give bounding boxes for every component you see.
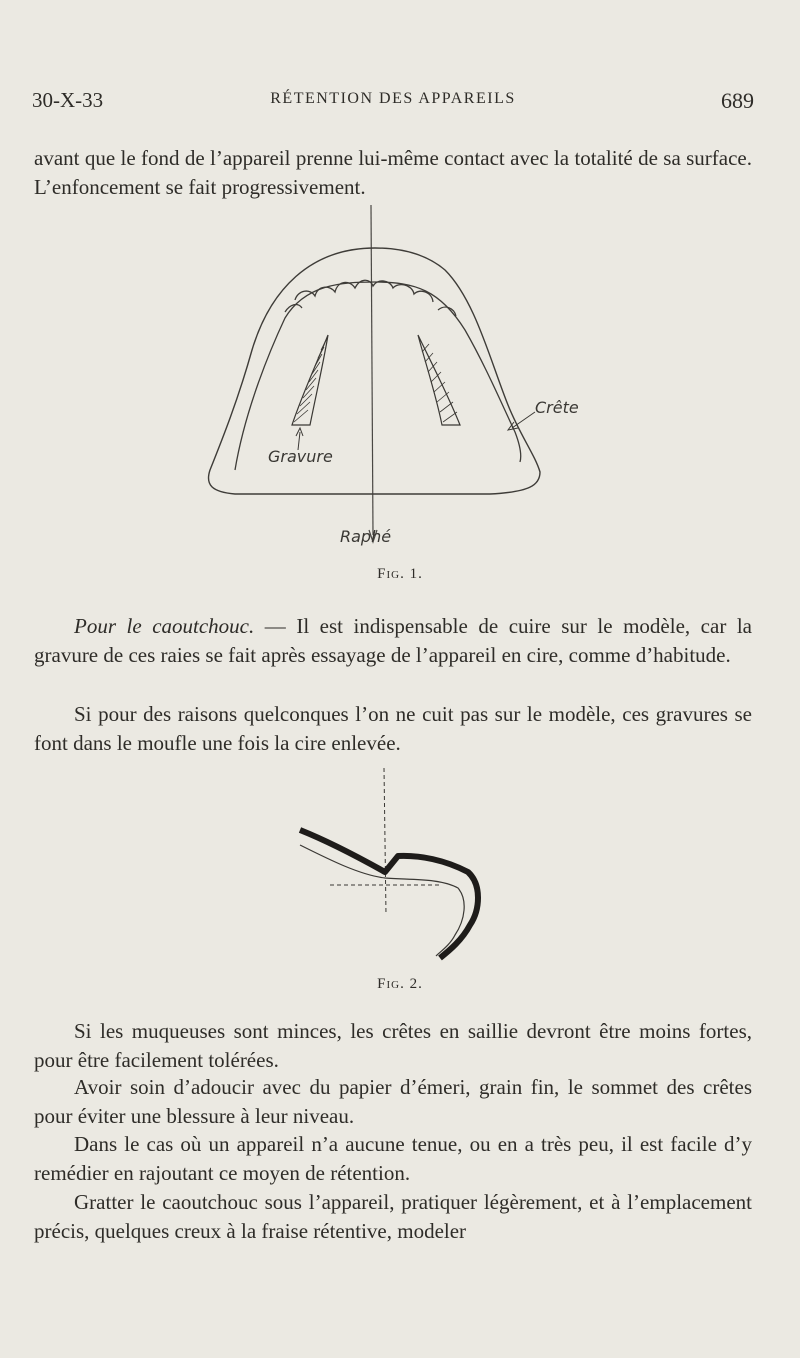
figure-2-caption: Fig. 2. (377, 976, 423, 992)
paragraph-4: Si les muqueuses sont minces, les crêtes en saillie devront être moins fortes, pour être facilement tolérées. (34, 1019, 752, 1072)
paragraph-2-lead: Pour le caoutchouc. (74, 614, 255, 638)
figure-1-caption: Fig. 1. (377, 566, 423, 582)
label-crete: Crête (535, 398, 579, 417)
paragraph-2 (34, 612, 752, 670)
paragraph-1: avant que le fond de l’appareil prenne lui-même contact avec la totalité de sa surface. L’enfoncement se fait progressivement. (34, 146, 752, 199)
figure-2-cross-section (290, 760, 510, 970)
paragraph-6: Dans le cas où un appareil n’a aucune tenue, ou en a très peu, il est facile d’y remédier en rajoutant ce moyen de rétention. (34, 1132, 752, 1185)
figure-1-palate-diagram (190, 200, 610, 560)
running-header (32, 88, 754, 118)
header-title: RÉTENTION DES APPAREILS (270, 90, 516, 107)
paragraph-3: Si pour des raisons quelconques l’on ne cuit pas sur le modèle, ces gravures se font dans le moufle une fois la cire enlevée. (34, 702, 752, 755)
header-date: 30-X-33 (32, 88, 104, 112)
paragraph-7: Gratter le caoutchouc sous l’appareil, pratiquer légèrement, et à l’emplacement précis, quelques creux à la fraise rétentive, modeler (34, 1190, 752, 1243)
label-gravure: Gravure (268, 447, 333, 466)
label-raphe: Raphé (340, 527, 392, 546)
paragraph-2-body: — Il est indispensable de cuire sur le modèle, car la gravure de ces raies se fait après essayage de l’appareil en cire, comme d’habitude. (34, 614, 752, 667)
paragraph-5: Avoir soin d’adoucir avec du papier d’émeri, grain fin, le sommet des crêtes pour éviter une blessure à leur niveau. (34, 1075, 752, 1128)
page-number: 689 (721, 88, 754, 113)
